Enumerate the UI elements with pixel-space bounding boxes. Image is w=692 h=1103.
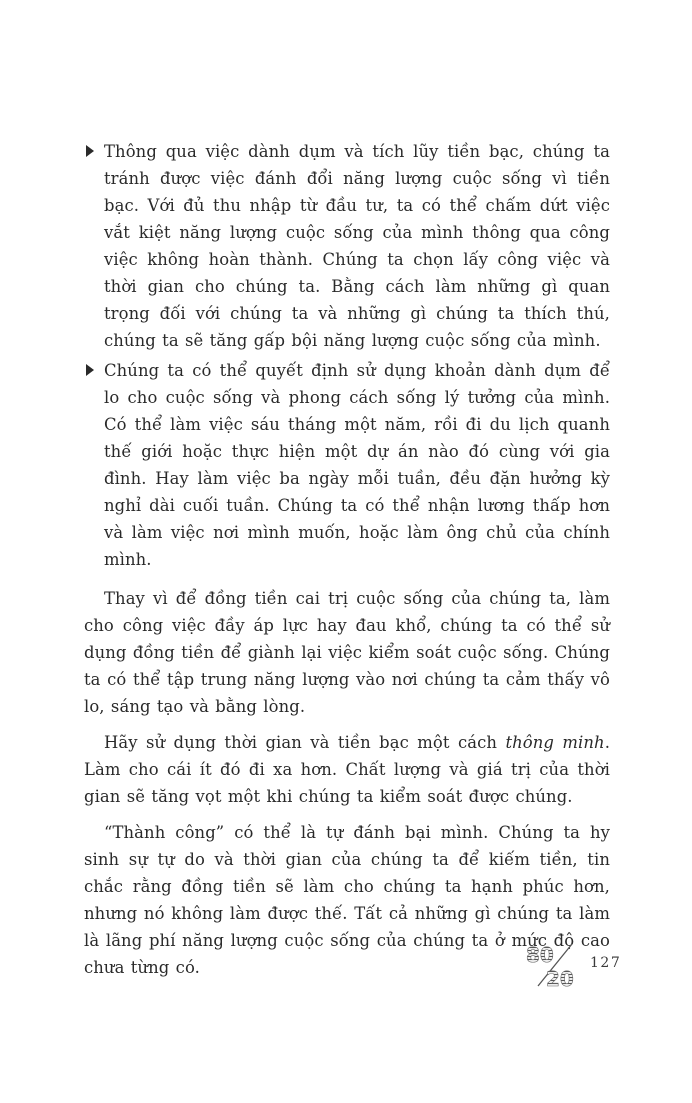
bullet-text: Chúng ta có thể quyết định sử dụng khoản dành dụm để lo cho cuộc sống và phong cách sống lý tưởng của mình. Có thể làm việc sáu tháng một năm, rồi đi du lịch quanh thế giới hoặc thực hiện một dự án nào đó cùng với gia đình. Hay làm việc ba ngày mỗi tuần, đều đặn hưởng kỳ nghỉ dài cuối tuần. Chúng ta có thể nhận lương thấp hơn và làm việc nơi mình muốn, hoặc làm ông chủ của chính mình. xyxy=(104,361,610,569)
page-footer xyxy=(522,940,622,1000)
page-body xyxy=(84,138,610,981)
page-number: 127 xyxy=(590,955,622,971)
logo-top-number: 80 xyxy=(526,943,554,967)
paragraph-text: . Làm cho cái ít đó đi xa hơn. Chất lượng và giá trị của thời gian sẽ tăng vọt một khi chúng ta kiểm soát được chúng. xyxy=(84,733,610,806)
triangle-bullet-icon xyxy=(86,364,94,376)
body-paragraph: Thay vì để đồng tiền cai trị cuộc sống của chúng ta, làm cho công việc đầy áp lực hay đau khổ, chúng ta có thể sử dụng đồng tiền để giành lại việc kiểm soát cuộc sống. Chúng ta có thể tập trung năng lượng vào nơi chúng ta cảm thấy vô lo, sáng tạo và bằng lòng. xyxy=(84,589,610,716)
body-paragraph: “Thành công” có thể là tự đánh bại mình. Chúng ta hy sinh sự tự do và thời gian của chúng ta để kiếm tiền, tin chắc rằng đồng tiền sẽ làm cho chúng ta hạnh phúc hơn, nhưng nó không làm được thế. Tất cả những gì chúng ta làm là lãng phí năng lượng cuộc sống của chúng ta ở mức độ cao chưa từng có. xyxy=(84,823,610,977)
body-paragraph xyxy=(84,729,610,810)
bullet-text: Thông qua việc dành dụm và tích lũy tiền bạc, chúng ta tránh được việc đánh đổi năng lượng cuộc sống vì tiền bạc. Với đủ thu nhập từ đầu tư, ta có thể chấm dứt việc vắt kiệt năng lượng cuộc sống của mình thông qua công việc không hoàn thành. Chúng ta chọn lấy công việc và thời gian cho chúng ta. Bằng cách làm những gì quan trọng đối với chúng ta và những gì chúng ta thích thú, chúng ta sẽ tăng gấp bội năng lượng cuộc sống của mình. xyxy=(104,142,610,350)
paragraph-text: Hãy sử dụng thời gian và tiền bạc một cách xyxy=(104,733,506,752)
bullet-item xyxy=(84,138,610,354)
triangle-bullet-icon xyxy=(86,145,94,157)
bullet-item xyxy=(84,357,610,573)
book-logo-8020 xyxy=(522,940,582,992)
emphasis-text: thông minh xyxy=(505,733,605,752)
logo-bottom-number: 20 xyxy=(546,967,574,991)
